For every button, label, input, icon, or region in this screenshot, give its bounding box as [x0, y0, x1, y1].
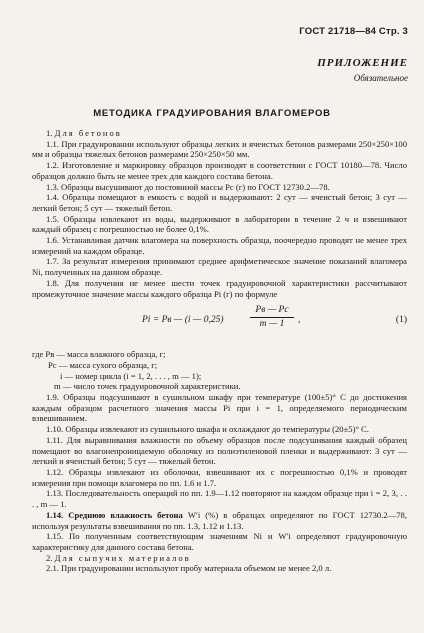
appendix-subtitle: Обязательное: [353, 73, 408, 83]
paragraph-1-1: 1.1. При градуировании используют образцы легких и ячеистых бетонов размерами 250×250×100 мм и образцы тяжелых бетонов размерами 250×250×50 мм.: [32, 138, 407, 160]
document-body: [32, 128, 407, 574]
formula-numerator: Pв — Pc: [250, 305, 294, 318]
section-number: 2.: [46, 552, 53, 563]
paragraph-1-9: 1.9. Образцы подсушивают в сушильном шкафу при температуре (100±5)° С до достижения каждым образцом расчетного значения массы Pi при i = 1, определяемого периодическим взвешиванием.: [32, 392, 407, 424]
paragraph-1-14-rest: W′i (%) в образцах определяют по ГОСТ 12730.2—78, используя результаты взвешивания по пп. 1.3, 1.12 и 1.13.: [32, 509, 408, 531]
definition-line: m — число точек градуировочной характеристики.: [54, 381, 241, 392]
paragraph-1-12: 1.12. Образцы извлекают из оболочки, взвешивают их с погрешностью 0,1% и проводят измерения при помощи влагомера по пп. 1.6 и 1.7.: [32, 466, 407, 488]
section-title: Для сыпучих материалов: [54, 552, 191, 563]
paragraph-1-6: 1.6. Устанавливая датчик влагомера на поверхность образца, поочередно проводят не менее трех измерений на каждом образце.: [32, 235, 407, 256]
paragraph-1-3: 1.3. Образцы высушивают до постоянной массы Pc (г) по ГОСТ 12730.2—78.: [46, 181, 330, 192]
section-title: Для бетонов: [54, 128, 122, 138]
definition-line: где Pв — масса влажного образца, г;: [32, 349, 166, 360]
formula-definitions: [32, 349, 407, 392]
paragraph-1-10: 1.10. Образцы извлекают из сушильного шкафа и охлаждают до температуры (20±5)° С.: [46, 424, 369, 435]
formula-denominator: m — 1: [259, 318, 285, 329]
definition-line: i — номер цикла (i = 1, 2, . . . , m — 1);: [60, 370, 202, 381]
paragraph-1-15: 1.15. По полученным соответствующим значениям Ni и W′i определяют градуировочную характеристику для данного состава бетона.: [32, 531, 407, 552]
paragraph-2-1: 2.1. При градуировании используют пробу материала объемом не менее 2,0 л.: [46, 563, 332, 574]
paragraph-1-7: 1.7. За результат измерения принимают среднее арифметическое значение показаний влагомера Ni, полученных на данном образце.: [32, 256, 407, 278]
definition-line: Pc — масса сухого образца, г;: [48, 359, 158, 370]
formula-comma: ,: [298, 315, 301, 326]
formula-fraction: [250, 305, 294, 329]
paragraph-1-14-lead: 1.14. Среднюю влажность бетона: [46, 509, 183, 520]
section-number: 1.: [46, 128, 53, 138]
paragraph-1-11: 1.11. Для выравнивания влажности по объему образцов после подсушивания каждый образец помещают во влагонепроницаемую оболочку из полиэтиленовой пленки и выдерживают: 3 сут — легкий и ячеистый бетон; 5 сут — тяжелый бетон.: [32, 434, 407, 467]
page-header: ГОСТ 21718—84 Стр. 3: [299, 26, 408, 37]
paragraph-1-2: 1.2. Изготовление и маркировку образцов производят в соответствии с ГОСТ 10180—78. Число образцов должно быть не менее трех для каждого состава бетона.: [32, 160, 407, 181]
paragraph-1-5: 1.5. Образцы извлекают из воды, выдерживают в лаборатории в течение 2 ч и взвешивают каждый образец с погрешностью не более 0,1%.: [32, 213, 407, 235]
section-2-heading: [32, 553, 407, 564]
section-1-heading: [32, 128, 407, 139]
formula-1: [32, 303, 407, 343]
paragraph-1-4: 1.4. Образцы помещают в емкость с водой и выдерживают: 2 сут — ячеистый бетон; 3 сут — легкий бетон; 5 сут — тяжелый бетон.: [32, 192, 407, 213]
formula-left: Pi = Pв — (i — 0,25): [142, 315, 224, 326]
paragraph-1-13: 1.13. Последовательность операций по пп. 1.9—1.12 повторяют на каждом образце при i = 2, 3, . . . , m — 1.: [32, 488, 407, 510]
appendix-title: ПРИЛОЖЕНИЕ: [317, 57, 408, 69]
paragraph-1-8: 1.8. Для получения не менее шести точек градуировочной характеристики рассчитывают промежуточное значение массы каждого образца Pi (г) по формуле: [32, 277, 407, 299]
formula-number: (1): [395, 315, 407, 326]
document-title: МЕТОДИКА ГРАДУИРОВАНИЯ ВЛАГОМЕРОВ: [93, 108, 331, 119]
paragraph-1-14: [32, 510, 407, 531]
